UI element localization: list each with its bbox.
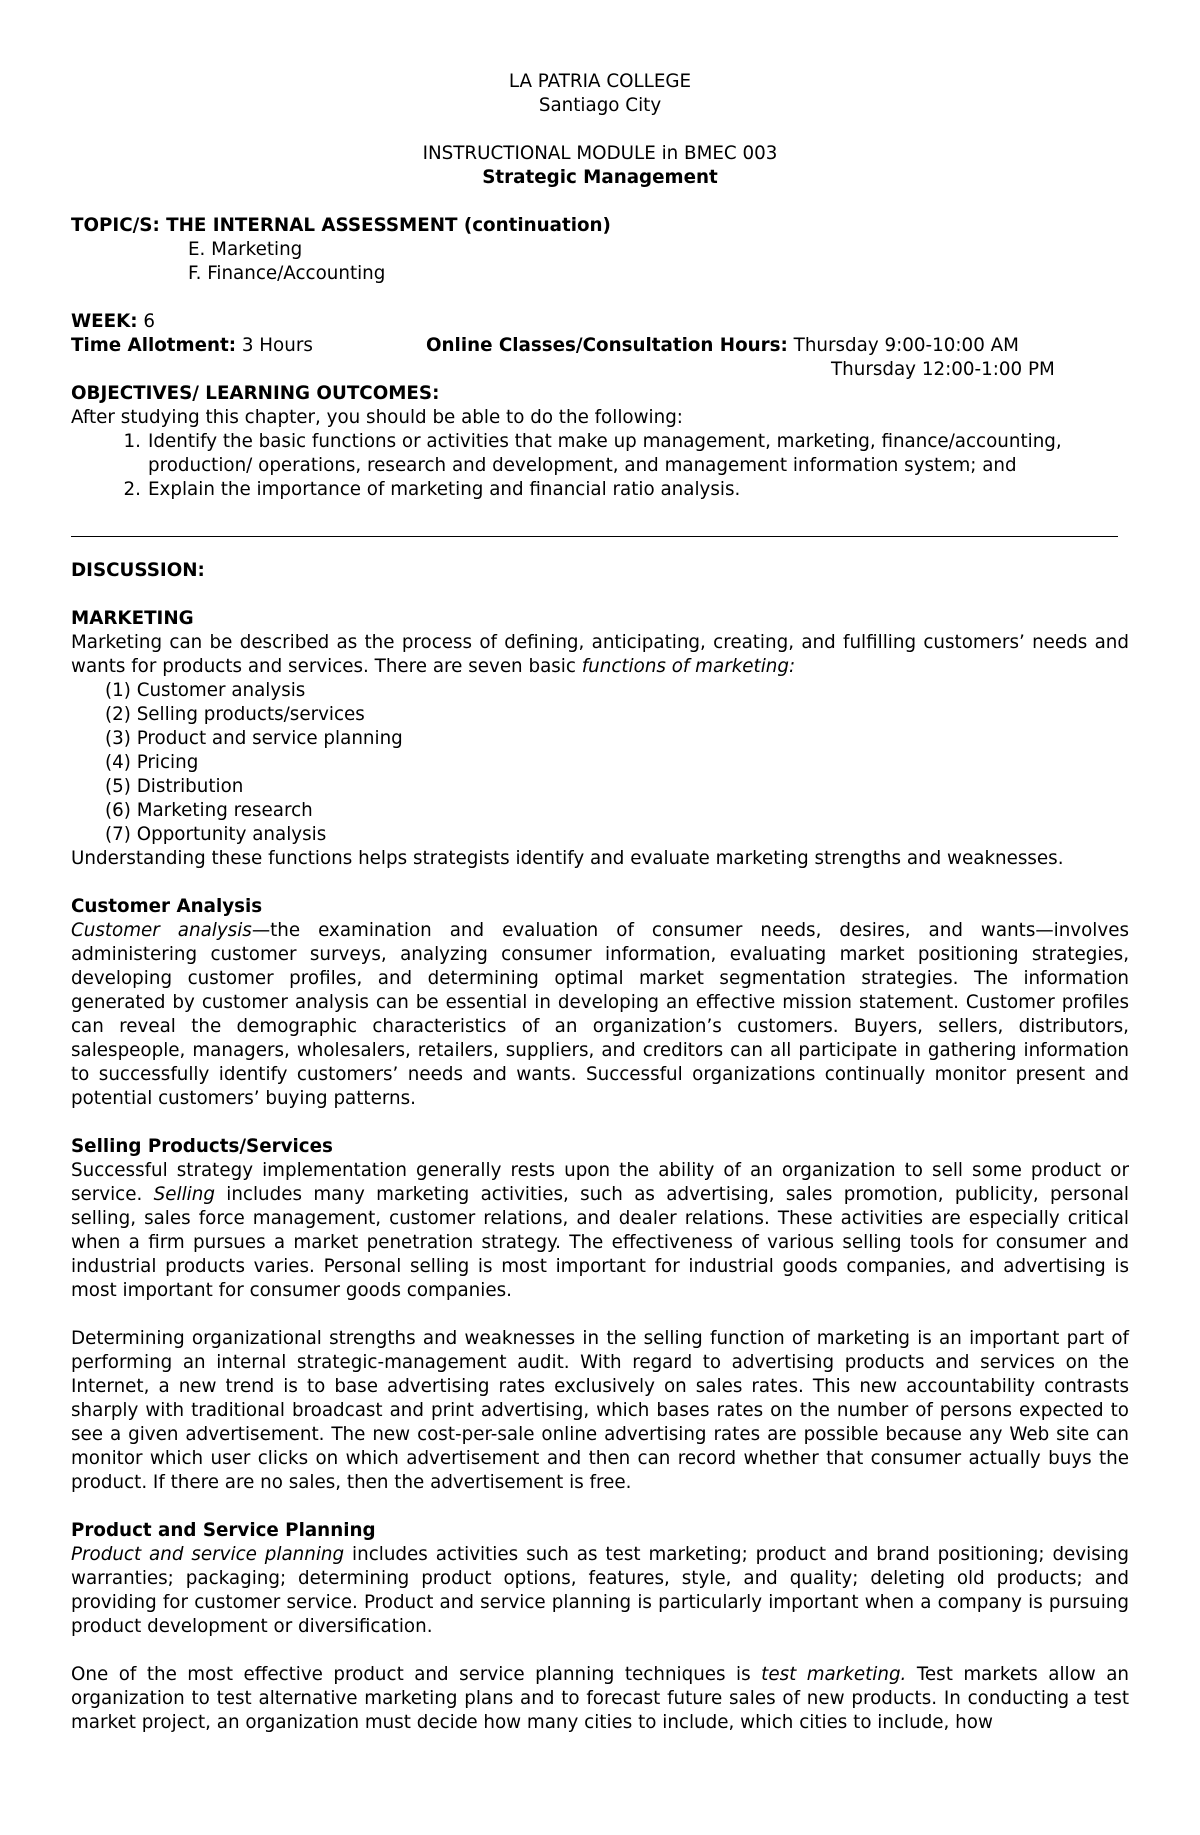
topic-section (71, 214, 1129, 286)
objective-text: Identify the basic functions or activities that make up management, marketing, finance/accounting, production/ operations, research and development, and management information system; and (148, 431, 1062, 476)
objectives-intro: After studying this chapter, you should be able to do the following: (71, 407, 683, 428)
time-row (71, 334, 1129, 382)
customer-analysis-emphasis: Customer analysis (71, 920, 252, 941)
week-label: WEEK: (71, 311, 138, 332)
marketing-intro-emphasis: functions of marketing: (581, 656, 796, 677)
marketing-function-item: (1) Customer analysis (105, 680, 306, 701)
planning-p1-emphasis: Product and service planning (71, 1544, 345, 1565)
objective-number: 2. (123, 479, 141, 500)
customer-analysis-section (71, 895, 1129, 1111)
customer-analysis-text: —the examination and evaluation of consumer needs, desires, and wants—involves administering customer surveys, analyzing consumer information, evaluating market positioning strategies, developing customer profiles, and determining optimal market segmentation strategies. The information generated by customer analysis can be essential in developing an effective mission statement. Customer profiles can reveal the demographic characteristics of an organization’s customers. Buyers, sellers, distributors, salespeople, managers, wholesalers, retailers, suppliers, and creditors can all participate in gathering information to successfully identify customers’ needs and wants. Successful organizations continually monitor present and potential customers’ buying patterns. (71, 920, 1129, 1109)
college-name: LA PATRIA COLLEGE (508, 71, 692, 92)
customer-analysis-heading: Customer Analysis (71, 896, 263, 917)
selling-p1-text-a: Successful strategy implementation generally rests upon the ability of an organization to sell some product or service. (71, 1160, 1129, 1205)
planning-heading: Product and Service Planning (71, 1520, 376, 1541)
planning-p2-text-a: One of the most effective product and service planning techniques is (71, 1664, 762, 1685)
discussion-section (71, 559, 1129, 1735)
time-label: Time Allotment: (71, 335, 237, 356)
objective-number: 1. (123, 431, 141, 452)
marketing-intro (71, 631, 1129, 679)
section-divider (71, 536, 1118, 537)
college-city: Santiago City (538, 95, 662, 116)
discussion-heading: DISCUSSION: (71, 560, 205, 581)
document-page (71, 70, 1129, 1735)
marketing-functions-list (71, 679, 1129, 847)
online-hours (426, 334, 1055, 382)
selling-p1-emphasis: Selling (153, 1184, 215, 1205)
online-label: Online Classes/Consultation Hours: (426, 335, 788, 356)
marketing-function-item: (4) Pricing (105, 752, 199, 773)
time-allotment (71, 334, 426, 382)
planning-section (71, 1519, 1129, 1735)
objectives-list (71, 430, 1129, 502)
subject-title: Strategic Management (482, 167, 718, 188)
selling-section (71, 1135, 1129, 1495)
marketing-function-item: (3) Product and service planning (105, 728, 403, 749)
time-value: 3 Hours (236, 335, 313, 356)
objective-item (71, 478, 1129, 502)
topic-item: E. Marketing (188, 239, 303, 260)
marketing-heading: MARKETING (71, 608, 194, 629)
schedule-section (71, 310, 1129, 382)
topic-list (71, 238, 1129, 286)
document-header (71, 70, 1129, 190)
objective-text: Explain the importance of marketing and financial ratio analysis. (148, 479, 741, 500)
marketing-section (71, 607, 1129, 871)
topic-label: TOPIC/S: THE INTERNAL ASSESSMENT (continuation) (71, 215, 611, 236)
selling-heading: Selling Products/Services (71, 1136, 333, 1157)
selling-paragraph-2: Determining organizational strengths and weaknesses in the selling function of marketing is an important part of performing an internal strategic-management audit. With regard to advertising products and services on the Internet, a new trend is to base advertising rates exclusively on sales rates. This new accountability contrasts sharply with traditional broadcast and print advertising, which bases rates on the number of persons expected to see a given advertisement. The new cost-per-sale online advertising rates are possible because any Web site can monitor which user clicks on which advertisement and then can record whether that consumer actually buys the product. If there are no sales, then the advertisement is free. (71, 1328, 1129, 1493)
marketing-intro-text: Marketing can be described as the process of defining, anticipating, creating, and fulfilling customers’ needs and wants for products and services. There are seven basic (71, 632, 1129, 677)
objectives-section (71, 382, 1129, 502)
marketing-function-item: (5) Distribution (105, 776, 244, 797)
week-value: 6 (137, 311, 156, 332)
marketing-outro: Understanding these functions helps strategists identify and evaluate marketing strengths and weaknesses. (71, 848, 1064, 869)
module-title: INSTRUCTIONAL MODULE in BMEC 003 (422, 143, 778, 164)
customer-analysis-paragraph (71, 919, 1129, 1111)
marketing-function-item: (2) Selling products/services (105, 704, 365, 725)
planning-p2-emphasis: test marketing. (761, 1664, 907, 1685)
marketing-function-item: (7) Opportunity analysis (105, 824, 327, 845)
planning-paragraph-2 (71, 1663, 1129, 1735)
topic-item: F. Finance/Accounting (188, 263, 386, 284)
selling-paragraph-1 (71, 1159, 1129, 1303)
week-line (71, 310, 1129, 334)
online-value-2: Thursday 12:00-1:00 PM (831, 359, 1055, 380)
objectives-heading: OBJECTIVES/ LEARNING OUTCOMES: (71, 383, 440, 404)
planning-p2-text-b: Test markets allow an organization to test alternative marketing plans and to forecast future sales of new products. In conducting a test market project, an organization must decide how many cities to include, which cities to include, how (71, 1664, 1130, 1733)
marketing-function-item: (6) Marketing research (105, 800, 313, 821)
online-value-1: Thursday 9:00-10:00 AM (787, 335, 1019, 356)
planning-p1-text: includes activities such as test marketing; product and brand positioning; devising warranties; packaging; determining product options, features, style, and quality; deleting old products; and providing for customer service. Product and service planning is particularly important when a company is pursuing product development or diversification. (71, 1544, 1129, 1637)
planning-paragraph-1 (71, 1543, 1129, 1639)
selling-p1-text-b: includes many marketing activities, such as advertising, sales promotion, publicity, personal selling, sales force management, customer relations, and dealer relations. These activities are especially critical when a firm pursues a market penetration strategy. The effectiveness of various selling tools for consumer and industrial products varies. Personal selling is most important for industrial goods companies, and advertising is most important for consumer goods companies. (71, 1184, 1129, 1301)
objective-item (71, 430, 1129, 478)
